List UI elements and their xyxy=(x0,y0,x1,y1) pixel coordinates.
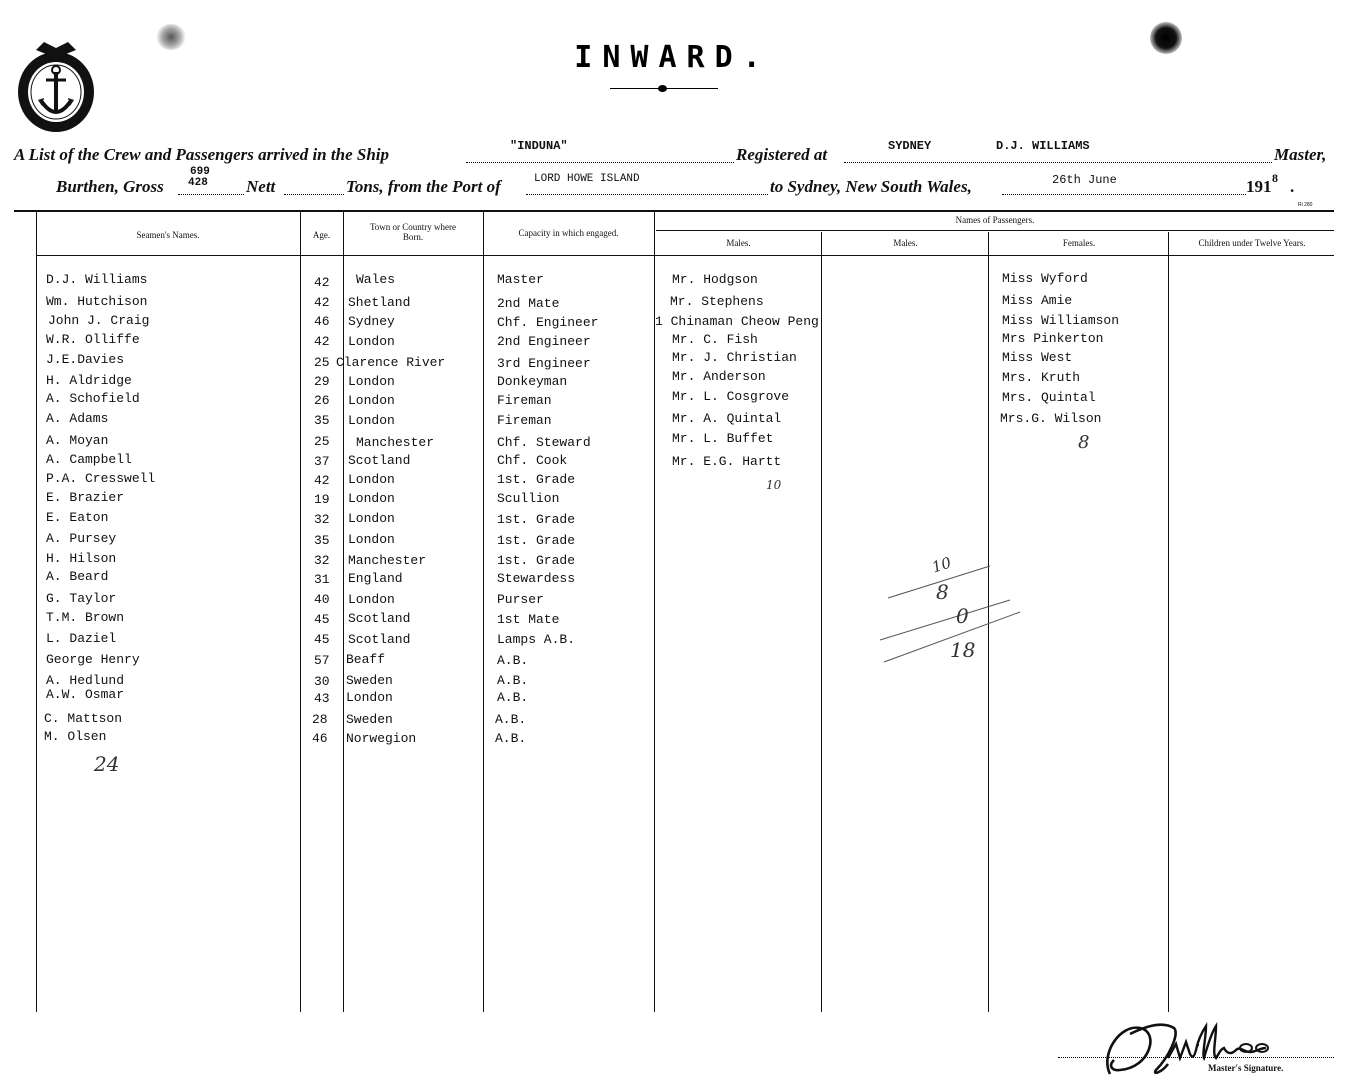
crew-name: H. Aldridge xyxy=(46,373,132,388)
crew-capacity: 1st. Grade xyxy=(497,512,576,527)
crew-age: 45 xyxy=(314,612,330,627)
male-passenger: Mr. E.G. Hartt xyxy=(672,454,782,469)
crew-born: Clarence River xyxy=(336,355,446,370)
ship-name: "INDUNA" xyxy=(510,139,568,153)
tons-from-label: Tons, from the Port of xyxy=(346,177,501,196)
col-seamen-names: Seamen's Names. xyxy=(136,230,200,240)
crew-age: 42 xyxy=(314,334,330,349)
crew-born: London xyxy=(348,592,395,607)
female-passenger: Mrs. Quintal xyxy=(1002,390,1096,405)
crew-name: A. Pursey xyxy=(46,531,117,546)
crew-capacity: 2nd Mate xyxy=(497,296,560,311)
form-code: Ri 280 xyxy=(1298,202,1313,208)
crew-age: 57 xyxy=(314,653,330,668)
date: 26th June xyxy=(1052,173,1117,187)
tally-value: 18 xyxy=(950,638,976,662)
pencil-tally-strokes xyxy=(860,560,1030,670)
females-total-note: 8 xyxy=(1078,432,1090,453)
year-prefix: 191 xyxy=(1246,177,1272,196)
table-top-rule xyxy=(14,210,1334,212)
crew-capacity: A.B. xyxy=(497,653,529,668)
crew-capacity: Donkeyman xyxy=(497,374,568,389)
gross-tons-struck: 428 xyxy=(188,177,208,189)
from-port: LORD HOWE ISLAND xyxy=(534,173,640,185)
crew-age: 35 xyxy=(314,533,330,548)
crew-name: P.A. Cresswell xyxy=(46,471,156,486)
crew-name: W.R. Olliffe xyxy=(46,332,140,347)
crew-name: George Henry xyxy=(46,652,140,667)
crew-capacity: Lamps A.B. xyxy=(497,632,576,647)
crew-born: Sweden xyxy=(346,673,393,688)
male-passenger: Mr. L. Buffet xyxy=(672,431,774,446)
crew-capacity: Chf. Steward xyxy=(497,435,591,450)
crew-age: 30 xyxy=(314,674,330,689)
crew-age: 19 xyxy=(314,492,330,507)
col-rule-5 xyxy=(654,212,655,1012)
gross-underline xyxy=(178,194,244,195)
crew-born: London xyxy=(348,413,395,428)
title-ornament xyxy=(658,85,667,92)
to-label: to Sydney, New South Wales, xyxy=(770,177,972,196)
crew-born: Scotland xyxy=(348,453,411,468)
males-total-note: 10 xyxy=(766,478,782,492)
female-passenger: Mrs. Kruth xyxy=(1002,370,1081,385)
crew-name: T.M. Brown xyxy=(46,610,125,625)
crew-capacity: 2nd Engineer xyxy=(497,334,591,349)
burthen-label: Burthen, Gross xyxy=(56,177,164,196)
col-children: Children under Twelve Years. xyxy=(1198,238,1306,248)
crew-name: L. Daziel xyxy=(46,631,117,646)
crew-born: London xyxy=(348,374,395,389)
crew-name: A. Campbell xyxy=(46,452,132,467)
crew-capacity: 1st. Grade xyxy=(497,553,576,568)
crew-capacity: A.B. xyxy=(495,712,527,727)
crew-born: Scotland xyxy=(348,611,411,626)
female-passenger: Miss West xyxy=(1002,350,1073,365)
crew-age: 31 xyxy=(314,572,330,587)
crew-capacity: A.B. xyxy=(495,731,527,746)
col-females: Females. xyxy=(1062,238,1096,248)
male-passenger: Mr. A. Quintal xyxy=(672,411,782,426)
signature-line xyxy=(1058,1057,1334,1058)
crew-age: 45 xyxy=(314,632,330,647)
crew-name: John J. Craig xyxy=(48,313,150,328)
male-passenger: Mr. L. Cosgrove xyxy=(672,389,790,404)
crew-age: 25 xyxy=(314,355,330,370)
crew-capacity: 1st. Grade xyxy=(497,472,576,487)
crew-name: J.E.Davies xyxy=(46,352,125,367)
col-town-country: Town or Country where Born. xyxy=(369,222,457,242)
crew-born: London xyxy=(348,532,395,547)
registered-port: SYDNEY xyxy=(888,139,932,153)
crew-name: E. Brazier xyxy=(46,490,125,505)
crew-born: London xyxy=(346,690,393,705)
master-signature-handwriting-icon xyxy=(1090,1014,1290,1084)
master-label: Master, xyxy=(1274,145,1327,164)
crew-born: Beaff xyxy=(346,652,386,667)
crew-capacity: Stewardess xyxy=(497,571,576,586)
registered-underline xyxy=(844,162,1272,163)
crew-name: Wm. Hutchison xyxy=(46,294,148,309)
crew-name: A. Schofield xyxy=(46,391,140,406)
crew-born: Sweden xyxy=(346,712,393,727)
crew-born: London xyxy=(348,472,395,487)
male-passenger: 1 Chinaman Cheow Peng xyxy=(655,314,819,329)
tally-value: 0 xyxy=(956,604,969,628)
col-age: Age. xyxy=(312,230,331,240)
female-passenger: Mrs Pinkerton xyxy=(1002,331,1104,346)
col-rule-2 xyxy=(300,212,301,1012)
crew-age: 42 xyxy=(314,473,330,488)
crew-name: A. Moyan xyxy=(46,433,109,448)
female-passenger: Miss Amie xyxy=(1002,293,1073,308)
crew-born: Manchester xyxy=(356,435,435,450)
crew-age: 40 xyxy=(314,592,330,607)
female-passenger: Miss Wyford xyxy=(1002,271,1088,286)
col-males-2: Males. xyxy=(893,238,918,248)
female-passenger: Miss Williamson xyxy=(1002,313,1120,328)
crew-name: A.W. Osmar xyxy=(46,687,125,702)
male-passenger: Mr. Stephens xyxy=(670,294,764,309)
crew-name: H. Hilson xyxy=(46,551,117,566)
crew-capacity: Purser xyxy=(497,592,544,607)
tally-value: 10 xyxy=(929,553,954,577)
crew-name: A. Hedlund xyxy=(46,673,125,688)
crew-total-note: 24 xyxy=(94,752,120,776)
crew-capacity: Master xyxy=(497,272,544,287)
nett-underline xyxy=(284,194,344,195)
crew-age: 43 xyxy=(314,691,330,706)
signature-label: Master's Signature. xyxy=(1208,1063,1284,1073)
crew-name: E. Eaton xyxy=(46,510,109,525)
crew-age: 46 xyxy=(314,314,330,329)
passenger-group-rule xyxy=(656,230,1334,231)
crew-born: London xyxy=(348,393,395,408)
crew-name: A. Beard xyxy=(46,569,109,584)
header-bottom-rule xyxy=(36,255,1334,256)
crew-age: 42 xyxy=(314,295,330,310)
crew-capacity: A.B. xyxy=(497,673,529,688)
crew-capacity: Scullion xyxy=(497,491,560,506)
crew-born: Wales xyxy=(356,272,396,287)
tally-value: 8 xyxy=(936,580,949,604)
registered-label: Registered at xyxy=(736,145,828,164)
crew-name: M. Olsen xyxy=(44,729,107,744)
crew-born: London xyxy=(348,334,395,349)
crew-capacity: Fireman xyxy=(497,413,552,428)
crew-age: 37 xyxy=(314,454,330,469)
crew-age: 42 xyxy=(314,275,330,290)
crew-capacity: 1st Mate xyxy=(497,612,560,627)
crew-age: 32 xyxy=(314,553,330,568)
crew-capacity: Chf. Cook xyxy=(497,453,568,468)
from-port-underline xyxy=(526,194,768,195)
crew-capacity: A.B. xyxy=(497,690,529,705)
crew-age: 32 xyxy=(314,512,330,527)
col-rule-8 xyxy=(1168,232,1169,1012)
gross-tons: 699 xyxy=(190,166,210,178)
crew-age: 28 xyxy=(312,712,328,727)
col-capacity: Capacity in which engaged. xyxy=(518,228,619,238)
crew-capacity: 1st. Grade xyxy=(497,533,576,548)
date-underline xyxy=(1002,194,1246,195)
crew-age: 25 xyxy=(314,434,330,449)
line1-prefix: A List of the Crew and Passengers arrived in the Ship xyxy=(14,145,389,164)
col-rule-6 xyxy=(821,232,822,1012)
col-males-1: Males. xyxy=(726,238,751,248)
col-rule-3 xyxy=(343,212,344,1012)
crew-born: Scotland xyxy=(348,632,411,647)
male-passenger: Mr. Anderson xyxy=(672,369,766,384)
crew-born: Norwegion xyxy=(346,731,417,746)
crew-born: London xyxy=(348,491,395,506)
form-title: INWARD. xyxy=(574,40,771,75)
crew-capacity: Fireman xyxy=(497,393,552,408)
nett-label: Nett xyxy=(246,177,276,196)
col-passengers-group: Names of Passengers. xyxy=(955,215,1035,225)
crew-capacity: Chf. Engineer xyxy=(497,315,599,330)
crew-born: London xyxy=(348,511,395,526)
crew-born: Shetland xyxy=(348,295,411,310)
male-passenger: Mr. J. Christian xyxy=(672,350,797,365)
crew-capacity: 3rd Engineer xyxy=(497,356,591,371)
crew-name: G. Taylor xyxy=(46,591,117,606)
year-period: . xyxy=(1290,177,1295,196)
male-passenger: Mr. Hodgson xyxy=(672,272,758,287)
female-passenger: Mrs.G. Wilson xyxy=(1000,411,1102,426)
crew-age: 35 xyxy=(314,413,330,428)
crew-age: 46 xyxy=(312,731,328,746)
crew-name: C. Mattson xyxy=(44,711,123,726)
male-passenger: Mr. C. Fish xyxy=(672,332,758,347)
col-rule-4 xyxy=(483,212,484,1012)
crew-age: 26 xyxy=(314,393,330,408)
crew-born: England xyxy=(348,571,403,586)
crew-name: D.J. Williams xyxy=(46,272,148,287)
ship-name-underline xyxy=(466,162,734,163)
crew-name: A. Adams xyxy=(46,411,109,426)
col-rule-1 xyxy=(36,212,37,1012)
crew-born: Manchester xyxy=(348,553,427,568)
master-name: D.J. WILLIAMS xyxy=(996,139,1090,153)
crew-born: Sydney xyxy=(348,314,395,329)
year-suffix: 8 xyxy=(1272,171,1278,185)
crew-age: 29 xyxy=(314,374,330,389)
